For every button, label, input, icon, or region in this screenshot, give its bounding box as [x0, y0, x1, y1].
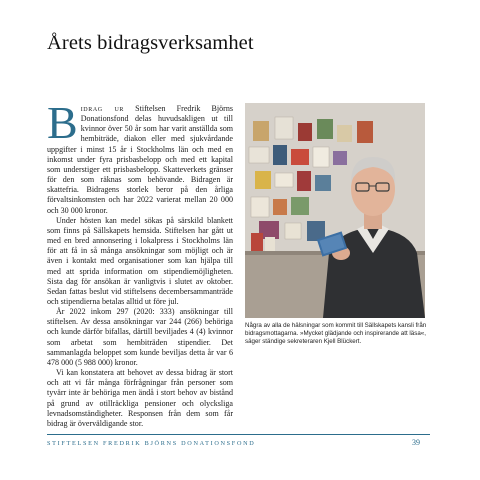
photo-caption: Några av alla de hälsningar som kommit till Sällskapets kansli från bidragsmottagarna. »Mycket glädjande och inspirerande att läsa«, säger ständige sekreteraren Kjell Blückert.	[245, 322, 427, 345]
page-number: 39	[412, 438, 420, 447]
article-photo	[245, 103, 425, 318]
paragraph-1-text: Stiftelsen Fredrik Björns Donationsfond delas huvudsakligen ut till kvinnor över 50 år som har varit anställda som hembiträde, diakon eller med sjukvårdande uppgifter i minst 15 år i Stockholms län och med en inkomst under fyra prisbasbelopp och med ett kapital som understiger ett prisbasbelopp. Skatteverkets gränser för den som räknas som behövande. Bidragen är skattefria. Bidragens storlek beror på den årliga förvaltsinkomsten och har 2022 varierat mellan 20 000 och 30 000 kronor.	[47, 104, 233, 215]
photo-illustration	[245, 103, 425, 318]
footer-divider	[47, 434, 430, 435]
article-paragraph-4: Vi kan konstatera att behovet av dessa bidrag är stort och att vi får många förfrågningar från personer som tyvärr inte är behöriga men ändå i stort behov av bistånd på grund av otillräckliga pensioner och olycksliga levnadsomständigheter. Responsen från dem som får bidrag är överväldigande stor.	[47, 368, 233, 428]
drop-cap: B	[47, 97, 78, 148]
article-paragraph-3: År 2022 inkom 297 (2020: 333) ansökningar till stiftelsen. Av dessa ansökningar var 244 (266) behöriga och kunde därför bifallas, därtill beviljades 4 (4) kvinnor som arbetat som hembiträden stipendier. Det sammanlagda beloppet som kunde beviljas detta år var 6 478 000 (5 988 000) kronor.	[47, 307, 233, 367]
running-footer: STIFTELSEN FREDRIK BJÖRNS DONATIONSFOND	[47, 440, 256, 447]
article-paragraph-1	[47, 97, 233, 216]
article-paragraph-2: Under hösten kan medel sökas på särskild blankett som finns på Sällskapets hemsida. Stiftelsen har gått ut med en bred annonsering i lokalpress i Stockholms län för att få in så många ansökningar som möjligt och är även i kontakt med organisationer som kan hjälpa till med att sprida information om stipendiemöjligheten. Sista dag för ansökan är vanligtvis i slutet av oktober. Sedan fattas beslut vid stiftelsens decembersammanträde och stipendierna betalas alltid ut före jul.	[47, 215, 233, 306]
page-title: Årets bidragsverksamhet	[47, 32, 254, 54]
lead-smallcaps: idrag ur	[80, 104, 124, 113]
article-body	[47, 97, 233, 429]
